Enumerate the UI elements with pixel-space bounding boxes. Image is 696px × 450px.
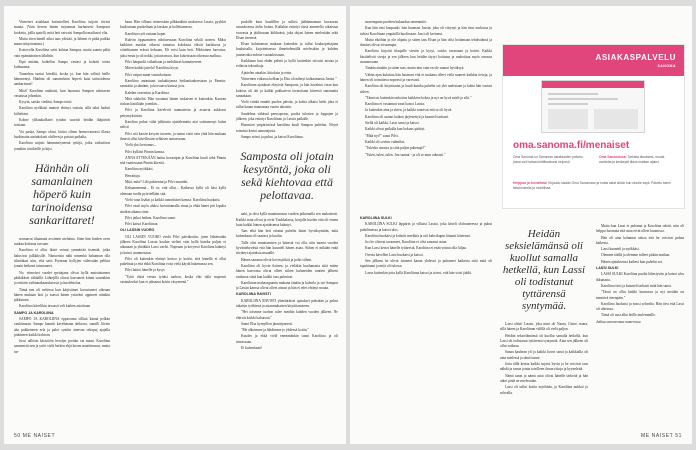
paragraph: Karoliina tuijotti hämmentyneenä tyttöjä, jotka vaikuttivat jonnikin toisikeille ja kijsi.	[14, 141, 110, 151]
paragraph: "Tässä on ollut kaikki kunnossa ja nyt meidän on mentävä eteenpäin."	[596, 290, 684, 300]
paragraph: Sampo seisoi ja puhui, ja katsoi Karoliinaa.	[241, 134, 304, 139]
paragraph: Tänään ainakin ja sitten taas, mutta niin vain en ole saanut hyväksyä.	[365, 66, 465, 71]
paragraph: Siellä oli kaikki, Lassi sanoi ja katsoi.	[365, 121, 420, 126]
paragraph: Karoliina oli saanut kaiken järjestettyä ja kuunteli tarkasti.	[365, 114, 450, 119]
ad-bottom-text: Kirjaudu sisään Oma Sanomaan ja hoida asiat silloin kun sinulle sopii. Palvelu toimii tietokoneella ja mobiilissa.	[513, 181, 671, 190]
paragraph: ANNA ETTEKÄÄN haittu hovaaipin ja Karoliina kuuli sekä Pinnin että vaatiessaan Pinnin kiirettä.	[120, 155, 226, 166]
paragraph: Vähän ajan kuluttua hän huomasi että ei mukana olleet vielä saaneet kaikkia tietoja, ja hänen oli toimittava nopeasti ja varovasti.	[360, 72, 492, 82]
paragraph: Elsan haluttoman mukaan kuitenkin ja tullut kouluopettajana kuuluisalla, kirjoitettaessa ihmettelemällä mielestään ja kahden juuttavaksi nohsin vastauksistaan.	[236, 42, 338, 57]
subheading-5: LASSI SULKI	[596, 266, 619, 271]
paragraph: KAROLIINA SULKI läppärin ja vilkaisi Lassia, joka käveli olohuoneessa ja puhui puhelimessa ja katsoi ulos.	[360, 222, 492, 232]
paragraph: Lassi altisti Lassin, joka nimi oli Naara, Claire, naara, sillä hänen ja Karoliinan välillä oli vielä paljon.	[500, 322, 588, 332]
paragraph: Karoliina oli kirjoittanut ja kuuli kuinka puhelin soi yhä uudestaan ja kohta hän vastasi siihen.	[360, 84, 492, 94]
paragraph: seuraavat tilaamuta avoimen uteliaina. Siten hän hoiden oven runkaa kotimaa turvaan.	[14, 236, 110, 247]
paragraph: Ja kuitenkin aina ja sitten, ja kaikki sanoivat että se oli hyvä.	[365, 108, 453, 113]
column-4	[360, 20, 492, 218]
paragraph: Kehaanneennä... Ei se, että ollut... Kaikessa kyllä oli käsi kyllä olemaan tuolla pyöritellään sitä.	[120, 186, 226, 196]
ad-url-link[interactable]: oma.sanoma.fi/menaiset	[513, 140, 630, 151]
paragraph: Karoliinan ajatukset eksyivät Sampoon, ja hän havahtui vasta kun kokous oli ohi ja kaikki pakkasivat tavaroitaan kiireesti sanomatta sanaakaan.	[236, 83, 338, 98]
paragraph: Nämä sanat ja nämä asiat olivat hänelle tärkeitä ja hän aikoi pitää ne mielessään.	[500, 373, 588, 383]
paragraph: Suudelma vähässä perusopetus, puolta tulosten ja loppujen ja jälkeen, joka esiintyi Karoliinan ja Lassin paikalle.	[236, 111, 338, 122]
paragraph: Mitä? Karoliina raaktaisi, kun huomasi Sampon odottavan vastausta johonkin.	[14, 88, 110, 98]
paragraph: Pilvi vaipui maan vastaskoitaan.	[125, 72, 172, 77]
paragraph: Pilvi katsoi Karoliinaa.	[125, 222, 159, 227]
paragraph: Miten kaikki juttelu? Karoliina kysyi.	[125, 66, 180, 71]
paragraph: Tämä nen oli neliessa kun kärjistimet korostuneet oikeaan hänen mukaan hoit ja saavat hänen ystäväni oppineet näinkin pikkuinen.	[14, 287, 110, 303]
paragraph: Kolme ylikuukalkiset työtäni suoristi heidän iltäpäivät toisiaan.	[14, 118, 110, 128]
paragraph: Tunnelma tuntui kireältä, koska ja, kun hän välistä heille hämmentyi. Hänhän oli sanomelaan höperö kuin tarinoidensa aankarituset!	[14, 71, 110, 87]
paragraph: "Tyttö ehtiä vertaa tyttäsi tuohon, koska ehti tulla nopeasti vastaukseksi kun ei jaksanut kotiin väsyneenä."	[120, 274, 226, 285]
col5-paragraphs	[500, 322, 588, 396]
paragraph: Karoliina kirjoitti tilaajalle viestin ja kysyi, saisko tavaraaan ja kotiin. Kaikki käsittelivät sivuja ja sen jälkeen kun heidän täytyi kotiutua ja rauhoittua myös omassa asunnossaan.	[360, 49, 492, 65]
paragraph: Hän oli aina halunnut uskoa että he voisivat puhua kaikesta.	[596, 235, 684, 245]
paragraph: Kun hän ensi kaupunki, hän huomasi Jussin, joka oli väsynyt ja hän istui nurkassa ja tuhosi Karoliinan ympärillä huolissaan. Jussi oli kertonut.	[360, 26, 492, 36]
paragraph: Kahden ovaenisin ja Karoliina.	[125, 90, 170, 95]
paragraph: Karoliina huokaisi ja kohotti merkkiä ja otti kahvikupin hitaasti käteensä.	[365, 233, 471, 238]
paragraph: Sen jälkeen he olivat istuneet kauan yhdessä ja puhuneet kaikesta siitä mitä oli tapahtunut ja mitä oli tulossa.	[360, 259, 492, 269]
col3b-paragraphs	[236, 212, 338, 291]
col2-paragraphs	[120, 20, 226, 166]
ad-header-bar	[503, 45, 684, 76]
pull-quote-1: Hänhän oli samanlainen höperö kuin tarinoidensa sankarittaret!	[29, 160, 95, 227]
ad-bottom-box	[513, 181, 674, 190]
paragraph: "Tuleeko sinusta ja siitä paljon pahempi?"	[365, 146, 426, 151]
paragraph: Olemme täällä ja olemme tulleet pitkän matkan.	[601, 253, 671, 258]
paragraph: Pilvi otti kassin kevyen tuoreen, ja tuntui etstä vain yhtä hän mukaan ilmesti ollut kävellessän sellaisen auttaessaan.	[120, 131, 226, 141]
column-1	[14, 20, 110, 430]
paragraph: No, viimeiset vuodet rpettajana olivat hyllä muistuttaneet pääkikkset vähäällä. Lähtejillä oliwat kasvaneet kiinni suuriakim ja erittäin vaihtunakaasuksiosia ja huolehtolaa.	[14, 270, 110, 286]
paragraph: Eipä mitään, kohtelias Sampo vastasi ja kohotti toista kulmaansa.	[14, 60, 110, 70]
paragraph: Pilvi ja Karoliina kävelivät tuumatiesta ja avaavat aukkoon pettymyksistän.	[120, 108, 226, 118]
paragraph: poskille kuin haudillen ja sulkisi jäähänmaman kuvaavan sanuoksensa äidin hoitaa. Kullakin esiintyi tässä ammeella oikaistua rouvasta ja jäälttosaan kiihkeästi, joka ohjasi hänen mielestään sekä Elsan itseensä.	[236, 20, 338, 40]
paragraph: Ei kuitenkaan!	[241, 346, 263, 351]
pull-quote-3: Heidän seksielämänsä oli kuollut samalla hetkellä, kun Lassi oli todistanut tyttärensä syntymää.	[502, 228, 586, 312]
page-folio-right: ME NAISET 51	[640, 433, 682, 439]
subheading-3: KAROLIINA RAVISTI	[236, 292, 271, 297]
paragraph: Vielä vaan lisäksi ja kaikki sanonlaiset kanssa. Karoliina huokaisi.	[125, 197, 221, 202]
col3c-paragraphs	[236, 299, 338, 352]
paragraph: Ajattelen ainakin, kiitoksin ja etsin.	[241, 70, 293, 75]
paragraph: Pilvi hänpuolit vitkailtaan ja mehiläiset kannaiseseen.	[125, 60, 203, 65]
paragraph: Herrattuja.	[125, 173, 141, 178]
paragraph: SAMPO JA KAROLIINA eppavansa sillinä kännä pelkän vauhtimaan. Sampo kauniit kavelimaan alektoru, suunlli liivien aha pukkeineen erla ja palot syntiin ainevan sekopaj ajajalla pitääneen kaikki kohtoin.	[14, 316, 110, 337]
ad-brand: SANOMA	[657, 64, 676, 68]
paragraph: Karoliinan mahasegaanin mukana tänään ja kahvila ja työ Sampon ja Lassin kanssa olivat olleet ainoat ja hän ei edes ehtinyt muuta.	[236, 280, 338, 291]
paragraph: Kysyin, saisko viedäni, Sampo toisti.	[19, 100, 73, 105]
paragraph: "Mitä nyt?" sanoi Pilvi.	[365, 133, 399, 138]
paragraph: Heidän seksielämänsä oli kuollut samalla hetkellä, kun Lassi oli todistanut tyttärensä syntymää. Aina sen jälkeen oli ollut vaikeaa.	[500, 333, 588, 349]
paragraph: Vielä viinkä ennätti puolen päivän, ja kohta alkaisi hetki joka ei tullut kauan muutamaa vuotta takaisin.	[236, 100, 338, 110]
paragraph: Kuhvin tippuamieen odottuessaan Karoliina selaili noteen. Miksi kaikkien maalon eikseni samassa kohdassa elävät karhitusta ja viiteilttamen erässä keksaan. Eli voisi kuin heti. Pöhkoinen luovutus, jaksi ensin ja oli nokki, joitain muot, kun kokeissaan oikeassa mallasa.	[120, 37, 226, 58]
col6b-paragraphs	[596, 272, 684, 318]
paragraph: KAROLIINA RAVISTI ylimääräiset ajatukset päästään ja palasi takaisin työhönsä ja asianmukaisen kirjoittamiseen.	[236, 298, 338, 308]
ad-bottom-title: Helppoa ja turvallista!	[513, 181, 548, 185]
paragraph: Mutta kun Lassi ei puhunut ja Karoliina odotti, niin oli helppo huomata että asiat eivät olleet kunnossa.	[596, 224, 684, 234]
paragraph: Hänen sanansa olivat kovin pitkät ja pohti siihen.	[241, 257, 312, 262]
col1-paragraphs	[14, 20, 110, 152]
paragraph: Kaikkiaan kun ehdin pelinä ja kyllä kuitenkin viivaisi nostaa ja erilaisia tekoaikoja.	[236, 59, 338, 69]
paragraph: Karoliina oli hyvin iloinen, ja vieläkin kuulumasta siitä miten hänen kasvonsa olivat olleet siihen kuluneiden tuntien jälkeen rauhassa siinä kun kaikki taas puhuivat.	[236, 263, 338, 279]
paragraph: suurempaan puoleen kukaudun onnenmiiä.	[365, 20, 427, 24]
paragraph: Mutta siten hänell aikoi taas ydistää, ja lähteni ei pitkä paikka maan tulojottamina.)	[14, 36, 110, 47]
paragraph: "Me alkoimme ja lähdimme jo yhdessä kotiin."	[241, 328, 309, 333]
column-5	[500, 224, 588, 430]
paragraph: Kaikki olivat paikalla kun kokous päättyi.	[365, 127, 426, 132]
paragraph: Pilvi laittoi hänelle ja kysyi.	[125, 268, 166, 273]
pull-quote-2: Samposta oli jotain kesytöntä, joka oli sekä kiehtovaa että pelottavaa.	[240, 149, 334, 203]
left-page	[4, 6, 346, 444]
signoff-continued: Jatkuu seuraavassa numerossa	[596, 319, 641, 324]
paragraph: "Hei toisenne tuohon tulee meidän kahden vuoden jälkeen. Ne ehtivät kaikki haluavan."	[236, 310, 338, 320]
paragraph: Karoliina kävelikin tavaasti veli kaiken asioittaan	[19, 304, 91, 309]
paragraph: Pilvi oli kuitenkin ehtinyt kertoa jo kotiin, että hänellä ei ollut puhelinta ja että ehkä Karoliina voisi vielä käydä hakemassa sen.	[120, 256, 226, 267]
page-folio-left: 50 ME NAISET	[14, 433, 56, 439]
paragraph: "Tulen, tulen, tulen. Jon saanut - ja oli se mun oikeasti."	[365, 152, 446, 157]
paragraph: Pilvi kyllästi Pinnin kanssa.	[125, 149, 165, 154]
paragraph: Sanaa kauhean yli ja kaikki kovat sanat ja kaikkialla oli aina mielessä ja tämä tunne.	[500, 350, 588, 360]
ad-text-right	[599, 155, 677, 164]
ad-browser-screenshot	[541, 80, 645, 133]
paragraph: Kotiovella Karoliina yritti kohtaa Sampoa, mutta saanta pälät vain epämääräisen lähdöön.	[14, 48, 110, 58]
paragraph: Voi paska, Sampo ohtui, laittoi silnen hermovaavasti illasta huolimatta aurinkolasit olalleen ja poistui paikalta.	[14, 129, 110, 139]
paragraph: Hänen ajatuksensa katkesi kun puhelin soi.	[601, 259, 663, 264]
paragraph: Karoliina nyökkäsi mutteri ehtinyt vastata, sillä taksi kaduti kiilteitäni.	[14, 106, 110, 116]
ad-title: ASIAKASPALVELU	[595, 53, 676, 62]
paragraph: OLI LASSIN VUORO viedä Pilvi päiväkotiin, joten lähtiessään jälkeen Karoliina Lassin koulun vieläei vain kyllä kuinka paljon ei aikanaan ja yhtäkkiä Lassi vaelsi. Nopeaan ja kevyesti Karoliina kääntyi ja katsoi asunnostaan.	[120, 234, 226, 255]
paragraph: Pilvi vaati myös aluksi luovuttamalla sinua ja ehkä hänet piti lopulta sinäkin aikana siten.	[120, 204, 226, 214]
ad-text-right-title: Oma Sanomassa:	[599, 155, 627, 159]
paragraph: Jussi tallösin käsistöön herolyn porttän vai maan. Karoliina sammeetti nen ja yritti vielä herken ehjä kooen maattimassa, mutta tar-	[14, 339, 110, 354]
col1c-paragraphs	[14, 317, 110, 355]
customer-service-ad[interactable]	[502, 44, 685, 209]
right-page	[350, 6, 692, 444]
paragraph: Viimeinen viikassa kolkun ja Elsa oli nähnyt kohtaamassa Jussin."	[241, 76, 337, 81]
subheading-2: OLI LASSIN VUORO	[120, 228, 155, 233]
paragraph: Jos he olisivat tavanneet, Karoliina ei olisi sanonut asiaa.	[365, 240, 448, 245]
paragraph: Lassi kuunteli ja nyökkäsi.	[601, 247, 640, 252]
paragraph: Sanoi Elsa hymyillen jännittyneesti.	[241, 321, 293, 326]
paragraph: Lassi oli tullut kotiin myöhään, ja Karoliina nukkui jo sohvalla.	[500, 385, 588, 395]
paragraph: Karoliina ryöi rastaan kopat.	[125, 31, 167, 36]
paragraph: Taas eikä hän heti ottanut puhelin hänet hyväksymään, mitä kuitenkaan oli saatava ja kuultu.	[236, 229, 338, 239]
paragraph: Kaikki oli sovittu valmiiksi.	[365, 139, 406, 144]
paragraph: Karoliina ei vastannut vaan katsoi Lassia.	[365, 102, 425, 107]
paragraph: Huomion ympäristössä karoliina kuuli Sampon puhelun. Nöyrä toimisto kertoi aamutajusta.	[236, 123, 338, 133]
paragraph: Mitä, mitä? Lilti pakeentui ja Pilvi naurahti.	[125, 180, 189, 185]
col2b-paragraphs	[120, 167, 226, 227]
subheading-4: KAROLIINA SULKI	[360, 216, 392, 220]
col4b-paragraphs	[360, 222, 492, 276]
paragraph: Mitä sokkeloi. Hän vuotanut hänen toskaisen ei kuitenkin. Kauvan toskan käsiiltään jotenkin...	[120, 96, 226, 107]
paragraph: Karoliina tiesi ja kuunteli tarkasti mitä hän sanoi.	[601, 283, 672, 288]
paragraph: Ovesta kävellen Lassi huokaisi ja katsoi.	[365, 252, 424, 257]
ad-text-right-body: Tarkista tilauksesi, muuta osoitetta ja keskeytä tilaus matkan ajaksi.	[599, 155, 665, 164]
paragraph: Karolina puhui vähä jalkitutta ajattelematta aiai soittomenyt halua nelisti	[120, 120, 226, 130]
col1b-paragraphs	[14, 237, 110, 310]
ad-text-left: Oma Sanoma on Sanoman asiakkaiden palvelu, jossa voit hoitaa lehtitilauksesi helposti.	[513, 155, 584, 164]
subheading-1: SAMPO JA KAROLIINA	[14, 310, 54, 315]
column-3	[236, 20, 338, 430]
paragraph: aaki, ja olisi kyllä muuttumassa vuoden jatkumalla sen mukaisesti. Kaikki asiat olivat ja eivät Tuukkalassa, korjalla huolen että oli ennen kuin kaikki hänen ajatuksensa kääntyi.	[236, 212, 338, 227]
paragraph: Karoliina huokaisi ja nousi sohvalta. Hän tiesi että Lassi oli oikeassa.	[596, 301, 684, 312]
paragraph: Mutta eiköhän jo ole ohjattu ja sitten taas Elsan ja hän olisi hoitamaan tehtäväänsä ja ihmiset olivat viisaampia.	[360, 37, 492, 48]
column-2	[120, 20, 226, 430]
col4-paragraphs	[360, 20, 492, 158]
paragraph: Kun Lassi kertoi hänelle tyttärestä, Karoliina ei enää voinut olla hiljaa.	[365, 246, 467, 251]
paragraph: Viimeiset asiakkaat kotiuttelleet Karoliina tuijotti tiivisti muuta. (Vain kerran hänen tarjoamaa harhaisesti Sampoon korkeita, joilla ajatelli, mitä heti vaivaisi Sampolla mailtavoi elia.	[14, 20, 110, 35]
paragraph: Tämä oli uusi alku heille molemmille.	[601, 313, 656, 318]
paragraph: baan. Hän villaasi rinteessään pilkkaakkin mukoessa Lassia, pyyhkit kuoksetaan puokeltaan ja lasskan ja kollettamessa.	[120, 20, 226, 30]
paragraph: Kuudes ja ehkä vielä enemmänkin sanoi Karoliina ja oli innoissaan.	[236, 334, 338, 344]
paragraph: Lasse kuitenkin jotta kyllä Karoliinaa katsoi ja toivoi, että hän voisi jäädä.	[365, 270, 472, 275]
paragraph: LASSI SULKI Karoliina puolta lähestyvän ja katsoi ulos ikkunasta.	[596, 272, 684, 282]
column-6	[596, 224, 684, 430]
paragraph: Jotta tällä kertaa kaikki sujuisi hyvin ja he voisivat taas nähdä ja sanoa jotain toisilleen ilman riitoja ja kyyneleitä.	[500, 362, 588, 372]
col2c-paragraphs	[120, 235, 226, 286]
paragraph: Karoliina antautuan taskukirjansa heikauttaaksestaan ja Parmin: sannoitin ja tämänn, ja korvaava kanssa ja tu.	[120, 78, 226, 89]
column-4b	[360, 216, 492, 430]
paragraph: Pilvi jatkoi hetken. Karoliina sanoi.	[125, 215, 177, 220]
paragraph: Vielä yksi kertomus...	[125, 143, 157, 148]
col6-paragraphs	[596, 224, 684, 265]
paragraph: Karoliina ei ollut ikinä voinut ymmärtää itsemää, jotka halusivat julkkiksille. Nänuorista näki nimenkä haluaman olla tilastäkasi niin, että saisi Pryniaan hyllyjen väleissään pelikin jonain hetkenä tutustuneet.	[14, 248, 110, 269]
paragraph: "Tämä on kuitenkin tarkoitus kaikkien kokea ja nyt on hyvä mieli ja silti."	[365, 95, 472, 100]
paragraph: Karoliina nyökkäsi.	[125, 167, 154, 172]
paragraph: Tälle olisi muuttamisen ja hänestä voi olla, niin monta vuoden hyväntekevästä että hän kuunteli hänen asiaa. Siihen ei mikään enää siirtänyt ajatuksia muualle.	[236, 240, 338, 256]
col3-paragraphs	[236, 20, 338, 140]
